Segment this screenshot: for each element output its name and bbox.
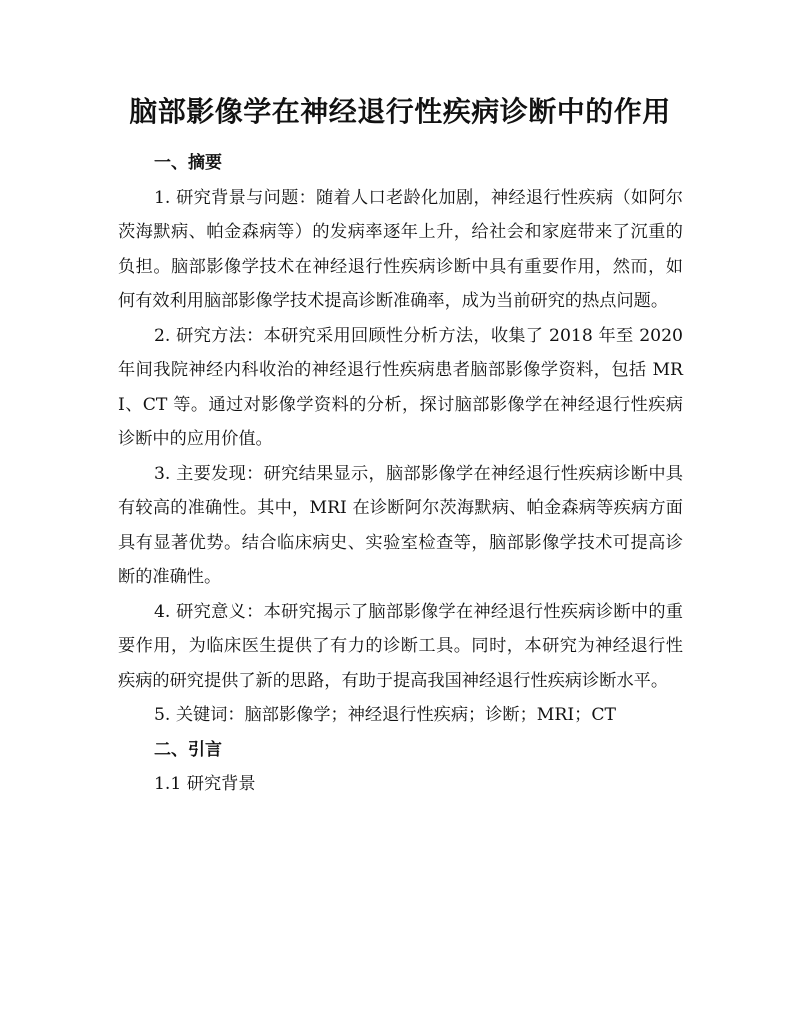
document-title: 脑部影像学在神经退行性疾病诊断中的作用 bbox=[129, 95, 671, 128]
paragraph-background: 1. 研究背景与问题：随着人口老龄化加剧，神经退行性疾病（如阿尔茨海默病、帕金森病等）的发病率逐年上升，给社会和家庭带来了沉重的负担。脑部影像学技术在神经退行性疾病诊断中具有重要作用，然而，如何有效利用脑部影像学技术提高诊断准确率，成为当前研究的热点问题。 bbox=[118, 187, 683, 311]
subsection-heading-background: 1.1 研究背景 bbox=[154, 774, 256, 794]
paragraph-findings: 3. 主要发现：研究结果显示，脑部影像学在神经退行性疾病诊断中具有较高的准确性。其中，MRI 在诊断阿尔茨海默病、帕金森病等疾病方面具有显著优势。结合临床病史、实验室检查等，脑部影像学技术可提高诊断的准确性。 bbox=[118, 463, 683, 587]
paragraph-significance: 4. 研究意义：本研究揭示了脑部影像学在神经退行性疾病诊断中的重要作用，为临床医生提供了有力的诊断工具。同时，本研究为神经退行性疾病的研究提供了新的思路，有助于提高我国神经退行性疾病诊断水平。 bbox=[118, 601, 683, 691]
paragraph-keywords: 5. 关键词：脑部影像学；神经退行性疾病；诊断；MRI；CT bbox=[154, 705, 616, 725]
document-body bbox=[118, 146, 683, 802]
section-heading-introduction: 二、引言 bbox=[154, 739, 222, 760]
section-heading-abstract: 一、摘要 bbox=[154, 153, 222, 173]
paragraph-methods: 2. 研究方法：本研究采用回顾性分析方法，收集了 2018 年至 2020 年间我院神经内科收治的神经退行性疾病患者脑部影像学资料，包括 MRI、CT 等。通过对影像学资料的分析，探讨脑部影像学在神经退行性疾病诊断中的应用价值。 bbox=[118, 325, 683, 449]
